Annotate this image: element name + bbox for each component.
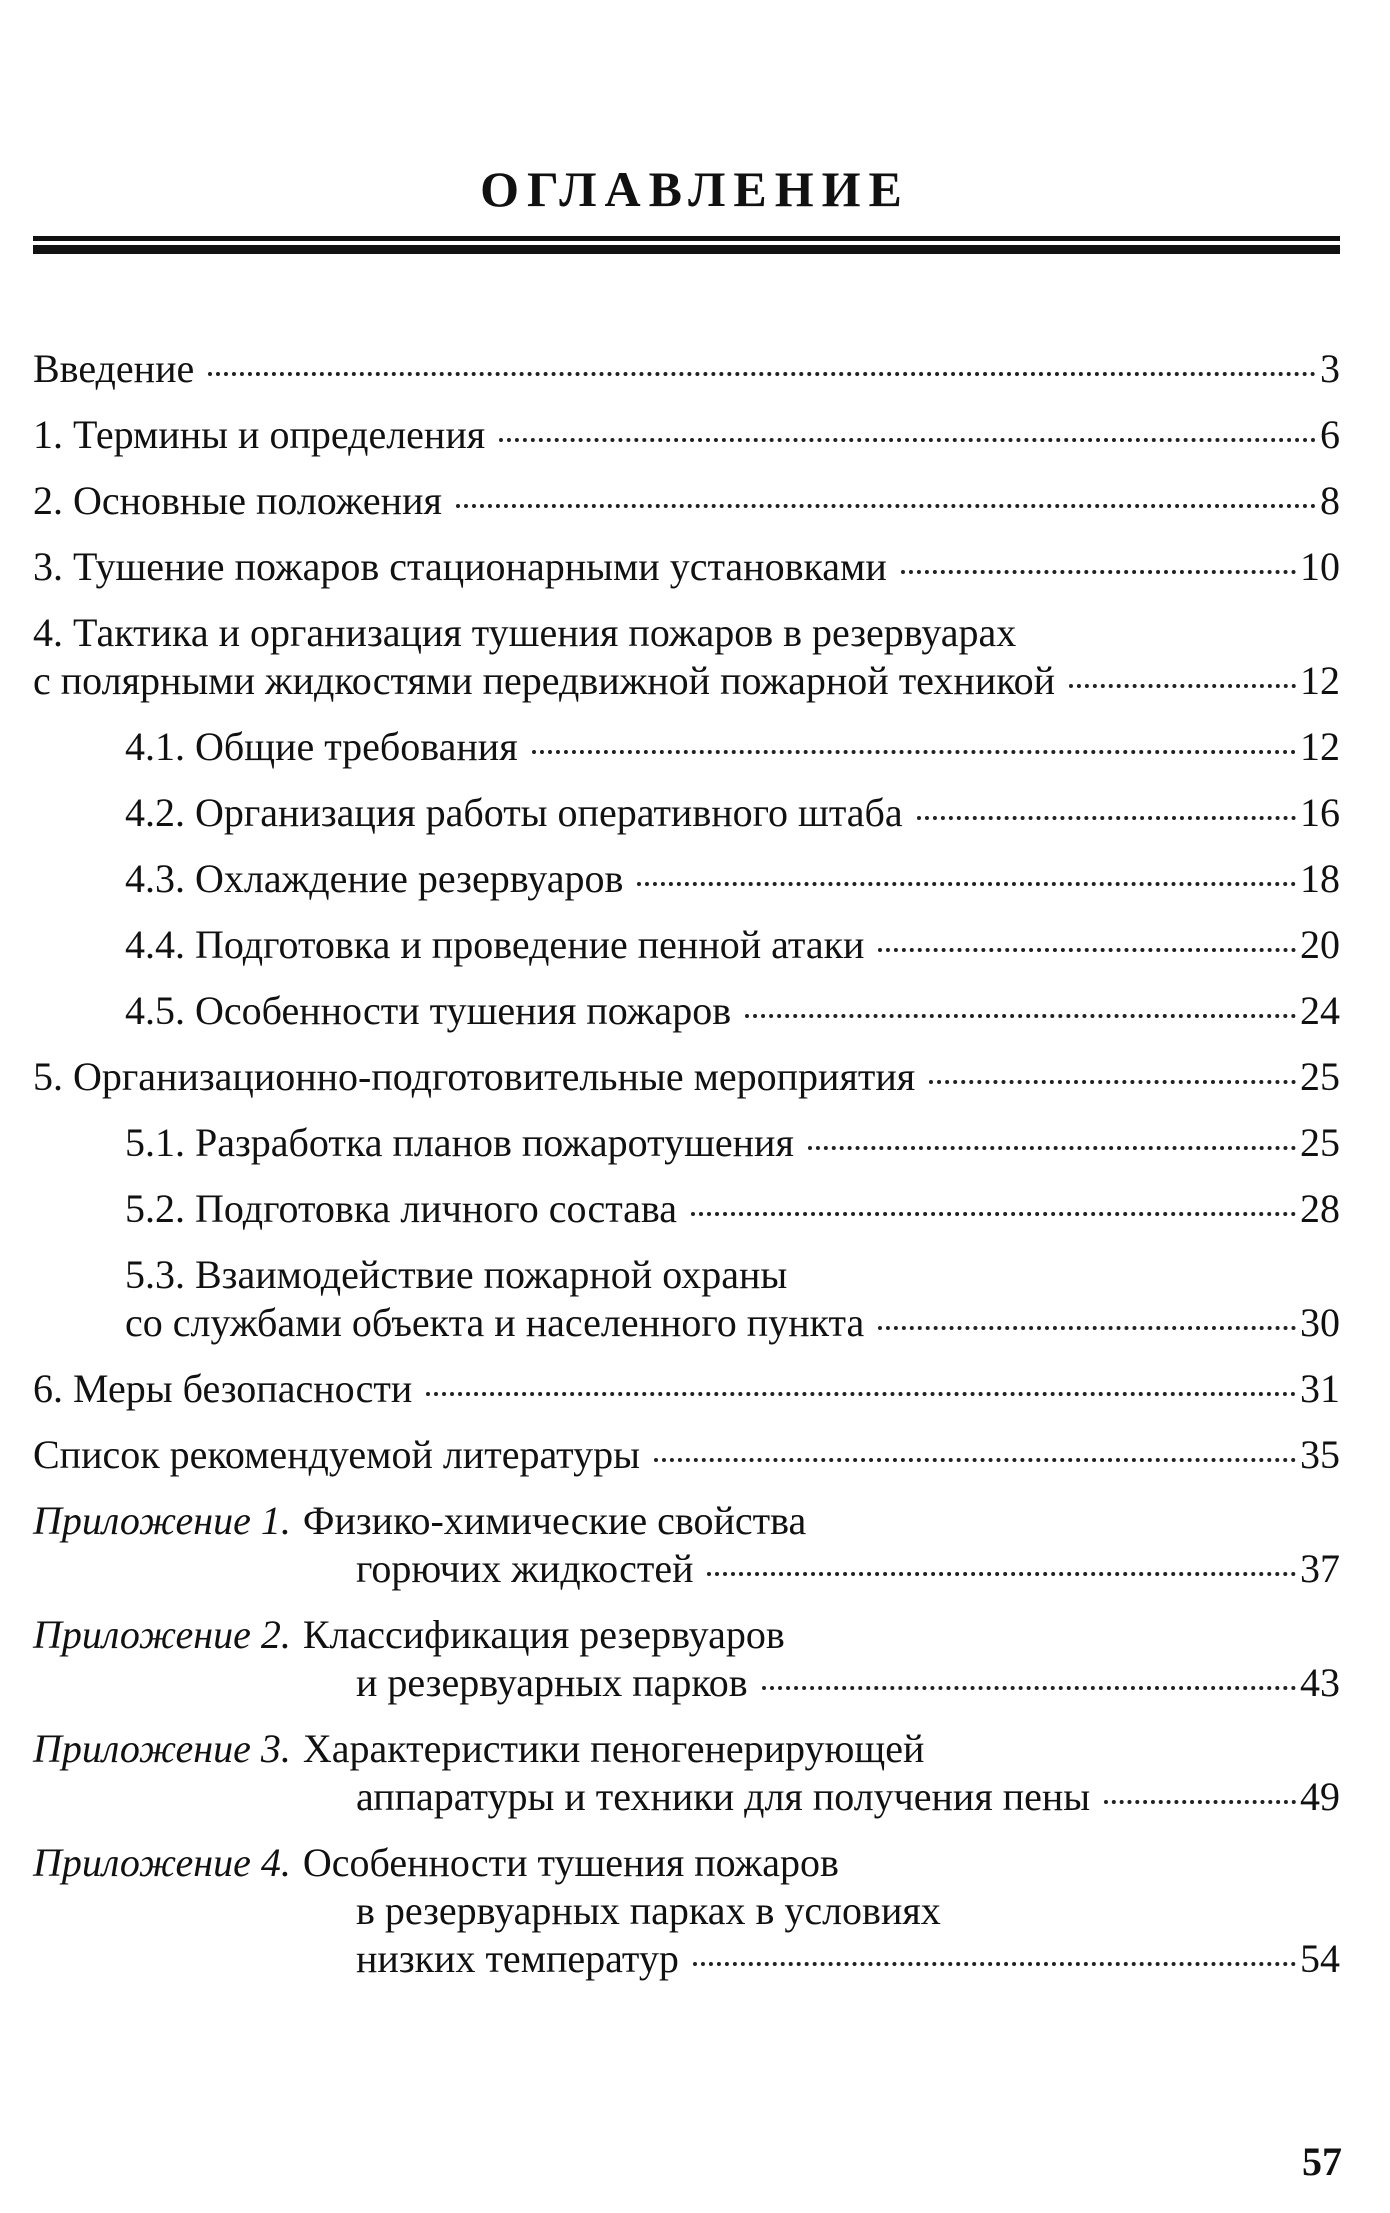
toc-entry-section-4-4 xyxy=(33,921,1340,969)
appendix-title-line-2: в резервуарных парках в условиях xyxy=(356,1888,941,1933)
toc-entry-page: 10 xyxy=(1300,544,1340,589)
dot-leader xyxy=(929,1080,1296,1084)
toc-entry-page: 49 xyxy=(1300,1774,1340,1819)
dot-leader xyxy=(208,372,1316,376)
toc-entry-section-5-2 xyxy=(33,1185,1340,1233)
toc-entry-title: 4.2. Организация работы оперативного штаба xyxy=(125,790,903,835)
toc-entry-title-line-2: со службами объекта и населенного пункта xyxy=(125,1300,865,1345)
toc-entry-page: 16 xyxy=(1300,790,1340,835)
toc-entry-introduction xyxy=(33,345,1340,393)
toc-entry-chapter-2 xyxy=(33,477,1340,525)
toc-entry-line xyxy=(33,1365,1340,1413)
dot-leader xyxy=(426,1392,1296,1396)
dot-leader xyxy=(762,1686,1296,1690)
toc-entry-appendix-2 xyxy=(33,1611,1340,1707)
appendix-title-line-3: низких температур xyxy=(356,1936,679,1981)
toc-entry-line xyxy=(125,855,1340,903)
appendix-label: Приложение 2. xyxy=(33,1612,291,1657)
toc-entry-page: 25 xyxy=(1300,1120,1340,1165)
toc-entry-title: 4.5. Особенности тушения пожаров xyxy=(125,988,732,1033)
toc-entry-line xyxy=(33,477,1340,525)
toc-entry-title: 5. Организационно-подготовительные мероприятия xyxy=(33,1054,916,1099)
toc-entry-page: 30 xyxy=(1300,1300,1340,1345)
toc-entry-line xyxy=(33,411,1340,459)
toc-entry-appendix-1 xyxy=(33,1497,1340,1593)
toc-entry-line xyxy=(125,1299,1340,1347)
toc-entry-section-4-1 xyxy=(33,723,1340,771)
dot-leader xyxy=(693,1962,1296,1966)
toc-entry-title-line-1: 4. Тактика и организация тушения пожаров в резервуарах xyxy=(33,610,1017,655)
toc-entry-page: 8 xyxy=(1320,478,1340,523)
toc-entry-page: 3 xyxy=(1320,346,1340,391)
toc-entry-line xyxy=(125,789,1340,837)
toc-entry-line xyxy=(33,543,1340,591)
dot-leader xyxy=(745,1014,1296,1018)
dot-leader xyxy=(707,1572,1296,1576)
dot-leader xyxy=(1069,684,1296,688)
toc-entry-line xyxy=(33,345,1340,393)
toc-entry-line xyxy=(33,1545,1340,1593)
appendix-heading-row xyxy=(33,1725,1340,1773)
toc-entry-page: 20 xyxy=(1300,922,1340,967)
toc-entry-page: 37 xyxy=(1300,1546,1340,1591)
toc-entry-section-4-3 xyxy=(33,855,1340,903)
toc-entry-chapter-1 xyxy=(33,411,1340,459)
toc-entry-chapter-4 xyxy=(33,609,1340,705)
title-rule-thin xyxy=(33,236,1340,241)
toc-entry-line xyxy=(125,921,1340,969)
toc-entry-title: 4.1. Общие требования xyxy=(125,724,518,769)
dot-leader xyxy=(532,750,1296,754)
toc-entry-page: 43 xyxy=(1300,1660,1340,1705)
appendix-title-line-1: Физико-химические свойства xyxy=(302,1498,807,1543)
dot-leader xyxy=(1104,1800,1296,1804)
dot-leader xyxy=(917,816,1296,820)
appendix-label: Приложение 4. xyxy=(33,1840,291,1885)
title-rule-thick xyxy=(33,245,1340,254)
toc-entry-page: 54 xyxy=(1300,1936,1340,1981)
toc-entry-page: 24 xyxy=(1300,988,1340,1033)
appendix-heading-row xyxy=(33,1497,1340,1545)
toc-entry-chapter-5 xyxy=(33,1053,1340,1101)
toc-entry-chapter-6 xyxy=(33,1365,1340,1413)
toc-entry-section-5-1 xyxy=(33,1119,1340,1167)
appendix-title-line-2: горючих жидкостей xyxy=(356,1546,694,1591)
toc-entry-title: 5.2. Подготовка личного состава xyxy=(125,1186,678,1231)
toc-entry-title: 1. Термины и определения xyxy=(33,412,486,457)
dot-leader xyxy=(637,882,1296,886)
appendix-label: Приложение 1. xyxy=(33,1498,291,1543)
toc-entry-title-line-2: с полярными жидкостями передвижной пожарной техникой xyxy=(33,658,1056,703)
toc-entry-page: 18 xyxy=(1300,856,1340,901)
toc-entry-line xyxy=(33,1935,1340,1983)
toc-entry-section-4-2 xyxy=(33,789,1340,837)
appendix-heading-row xyxy=(33,1839,1340,1887)
page-number: 57 xyxy=(1302,2139,1342,2184)
appendix-heading-row xyxy=(33,1611,1340,1659)
appendix-title-line-1: Особенности тушения пожаров xyxy=(302,1840,839,1885)
toc-entry-title: 4.4. Подготовка и проведение пенной атаки xyxy=(125,922,865,967)
appendix-label: Приложение 3. xyxy=(33,1726,291,1771)
toc-entry-page: 31 xyxy=(1300,1366,1340,1411)
toc-entry-page: 25 xyxy=(1300,1054,1340,1099)
dot-leader xyxy=(654,1458,1296,1462)
toc-entry-title: Список рекомендуемой литературы xyxy=(33,1432,640,1477)
page-title: ОГЛАВЛЕНИЕ xyxy=(480,161,910,217)
toc-entry-page: 12 xyxy=(1300,724,1340,769)
dot-leader xyxy=(499,438,1316,442)
toc-entry-title: 6. Меры безопасности xyxy=(33,1366,413,1411)
toc-entry-title: 5.1. Разработка планов пожаротушения xyxy=(125,1120,794,1165)
appendix-title-line-1: Классификация резервуаров xyxy=(302,1612,785,1657)
toc-entry-appendix-4 xyxy=(33,1839,1340,1983)
toc-entry-line xyxy=(125,723,1340,771)
toc-entry-line xyxy=(33,1431,1340,1479)
toc-entry-line xyxy=(33,1053,1340,1101)
toc-entry-title: 4.3. Охлаждение резервуаров xyxy=(125,856,624,901)
toc-entry-title-line-1: 5.3. Взаимодействие пожарной охраны xyxy=(125,1252,788,1297)
toc-entry-page: 6 xyxy=(1320,412,1340,457)
toc-entry-title: Введение xyxy=(33,346,195,391)
toc-entry-references xyxy=(33,1431,1340,1479)
toc-entry-page: 12 xyxy=(1300,658,1340,703)
dot-leader xyxy=(456,504,1316,508)
appendix-title-line-2: аппаратуры и техники для получения пены xyxy=(356,1774,1091,1819)
dot-leader xyxy=(901,570,1296,574)
toc-entry-title: 3. Тушение пожаров стационарными установками xyxy=(33,544,887,589)
toc-entry-line xyxy=(33,1659,1340,1707)
toc-entry-line xyxy=(125,1185,1340,1233)
toc-entry-section-5-3 xyxy=(33,1251,1340,1347)
appendix-title-line-2: и резервуарных парков xyxy=(356,1660,748,1705)
toc-entry-page: 35 xyxy=(1300,1432,1340,1477)
toc-entry-line xyxy=(125,1119,1340,1167)
toc-entry-appendix-3 xyxy=(33,1725,1340,1821)
toc-entry-title: 2. Основные положения xyxy=(33,478,442,523)
toc-entry-chapter-3 xyxy=(33,543,1340,591)
toc-entry-page: 28 xyxy=(1300,1186,1340,1231)
toc-entry-line xyxy=(33,657,1340,705)
appendix-title-line-1: Характеристики пеногенерирующей xyxy=(302,1726,925,1771)
dot-leader xyxy=(691,1212,1296,1216)
toc-entry-line xyxy=(33,1773,1340,1821)
dot-leader xyxy=(878,948,1296,952)
toc-entry-section-4-5 xyxy=(33,987,1340,1035)
dot-leader xyxy=(878,1326,1296,1330)
dot-leader xyxy=(808,1146,1296,1150)
table-of-contents xyxy=(33,345,1340,1983)
toc-entry-line xyxy=(125,987,1340,1035)
